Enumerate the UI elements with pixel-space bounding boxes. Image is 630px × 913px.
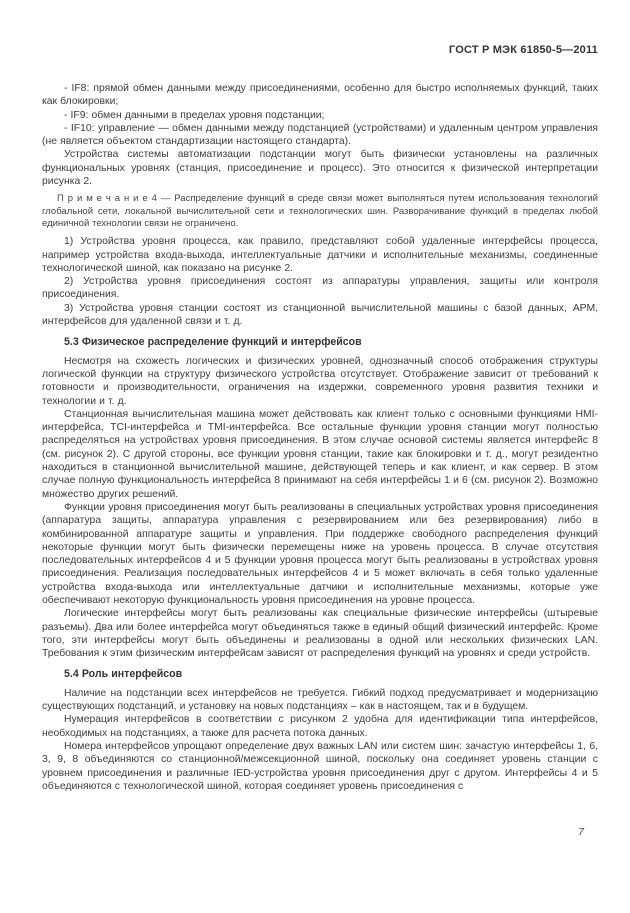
paragraph-device-levels: Устройства системы автоматизации подстанции могут быть физически установлены на различных функциональных уровнях (станция, присоединение и процесс). Это относится к физической интерпретации рисунка 2. (42, 149, 598, 188)
page-content (42, 44, 598, 793)
page-number: 7 (578, 826, 584, 838)
note-4: П р и м е ч а н и е 4 — Распределение функций в среде связи может выполняться путем использования технологий глобальной сети, локальной вычислительной сети и технологических шин. Разворачивание функций в пределах любой единичной технологии связи не ограничено. (42, 193, 598, 229)
paragraph-interface-numbers-lan: Номера интерфейсов упрощают определение двух важных LAN или систем шин: зачастую интерфейсы 1, 6, 3, 9, 8 объединяются со станционной/межсекционной шиной, поскольку она соединяет уровень станции с уровнем присоединения и различные IED-устройства уровня присоединения друг с другом. Интерфейсы 4 и 5 объединяются с технологической шиной, которая соединяет уровень присоединения с (42, 740, 598, 792)
paragraph-interface-numbering: Нумерация интерфейсов в соответствии с рисунком 2 удобна для идентификации типа интерфейсов, необходимых на подстанциях, а также для расчета потока данных. (42, 714, 598, 739)
paragraph-logical-interfaces: Логические интерфейсы могут быть реализованы как специальные физические интерфейсы (штыревые разъемы). Два или более интерфейса могут объединяться также в единый общий физический интерфейс. Кроме того, эти интерфейсы могут быть объединены и реализованы в одной или нескольких физических LAN. Требования к этим физическим интерфейсам зависят от распределения функций на уровнях и среди устройств. (42, 608, 598, 660)
paragraph-station-computer: Станционная вычислительная машина может действовать как клиент только с основными функциями HMI-интерфейса, TCI-интерфейса и TMI-интерфейса. Все остальные функции уровня станции могут полностью распределяться на устройствах уровня присоединения. В этом случае основой системы является интерфейс 8 (см. рисунок 2). С другой стороны, все функции уровня станции, такие как блокировки и т. д., могут резидентно находиться в станционной вычислительной машине, действующей теперь и как клиент, и как сервер. В этом случае полную функциональность интерфейса 8 принимают на себя интерфейсы 1 и 6 (см. рисунок 2). Возможно множество других решений. (42, 408, 598, 500)
list-item-if10: - IF10: управление — обмен данными между подстанцией (устройствами) и удаленным центром управления (не является объектом стандартизации настоящего стандарта). (42, 122, 598, 148)
numbered-item-3: 3) Устройства уровня станции состоят из станционной вычислительной машины с базой данных, АРМ, интерфейсов для удаленной связи и т. д. (42, 302, 598, 328)
paragraph-mapping: Несмотря на схожесть логических и физических уровней, однозначный способ отображения структуры логической функции на структуру физического устройства отсутствует. Отображение зависит от требований к готовности и производительности, ограничения на издержки, современного уровня развития техники и технологии и т. д. (42, 355, 598, 407)
numbered-item-1: 1) Устройства уровня процесса, как правило, представляют собой удаленные интерфейсы процесса, например устройства входа-выхода, интеллектуальные датчики и исполнительные механизмы, соединенные технологической шиной, как показано на рисунке 2. (42, 236, 598, 274)
paragraph-interfaces-presence: Наличие на подстанции всех интерфейсов не требуется. Гибкий подход предусматривает и модернизацию существующих подстанций, и установку на новых подстанциях – как в настоящем, так и в будущем. (42, 687, 598, 713)
paragraph-bay-level-functions: Функции уровня присоединения могут быть реализованы в специальных устройствах уровня присоединения (аппаратура защиты, аппаратура управления с резервированием или без резервирования) либо в комбинированной аппаратуре защиты и управления. При поддержке свободного распределения функций некоторые функции могут быть физически перемещены ниже на уровень процесса. В случае отсутствия последовательных интерфейсов 4 и 5 функции уровня процесса могут быть реализованы в устройствах уровня присоединения. Реализация последовательных интерфейсов 4 и 5 может включать в себя только удаленные устройства входа-выхода или интеллектуальные датчики и исполнительные механизмы, которые уже обеспечивают некоторую функциональность уровня присоединения на уровне процесса. (42, 501, 598, 606)
section-heading-5-4: 5.4 Роль интерфейсов (64, 668, 183, 681)
numbered-item-2: 2) Устройства уровня присоединения состоят из аппаратуры управления, защиты или контроля присоединения. (42, 276, 598, 301)
section-heading-5-3: 5.3 Физическое распределение функций и интерфейсов (64, 336, 362, 349)
list-item-if9: - IF9: обмен данными в пределах уровня подстанции; (64, 109, 325, 121)
list-item-if8: - IF8: прямой обмен данными между присоединениями, особенно для быстро исполняемых функций, таких как блокировки; (42, 83, 598, 108)
doc-standard-number: ГОСТ Р МЭК 61850-5—2011 (448, 44, 598, 56)
